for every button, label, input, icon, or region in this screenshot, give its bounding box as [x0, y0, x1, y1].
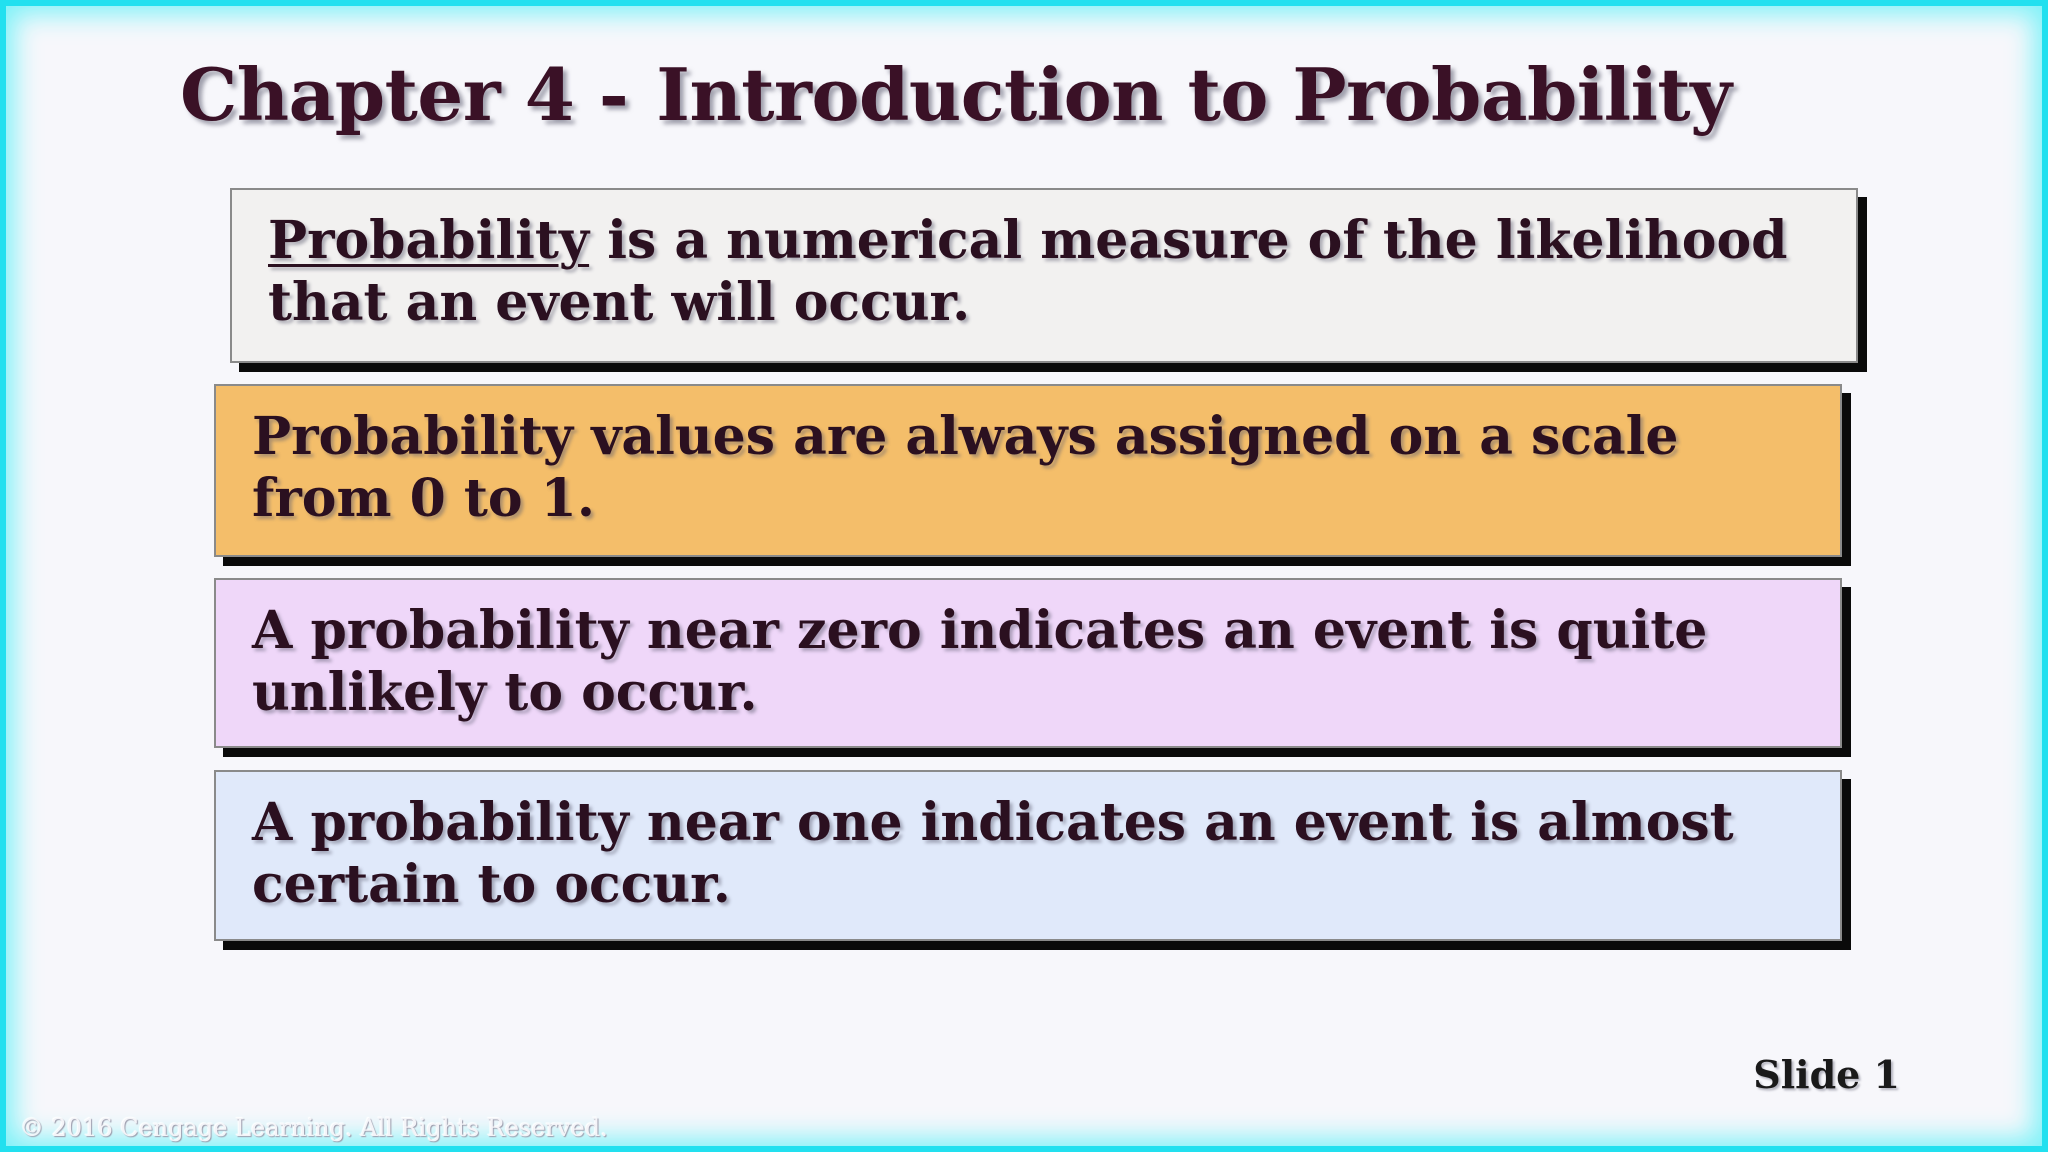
title-chapter: Chapter 4 -	[180, 52, 629, 137]
definition-term: Probability	[268, 210, 590, 271]
slide-number: Slide 1	[1753, 1052, 1900, 1097]
near-zero-text: A probability near zero indicates an event is quite unlikely to occur.	[252, 600, 1708, 723]
near-zero-box	[214, 578, 1842, 748]
definition-text: is a numerical measure of the likelihood that an event will occur.	[268, 210, 1788, 333]
slide-title	[180, 52, 1880, 137]
near-one-box	[214, 770, 1842, 941]
near-one-text: A probability near one indicates an event is almost certain to occur.	[252, 792, 1734, 915]
scale-box	[214, 384, 1842, 557]
copyright-notice: © 2016 Cengage Learning. All Rights Reserved.	[20, 1114, 608, 1142]
definition-box	[230, 188, 1858, 363]
scale-text: Probability values are always assigned on a scale from 0 to 1.	[252, 406, 1679, 529]
title-topic: Introduction to Probability	[656, 52, 1732, 137]
